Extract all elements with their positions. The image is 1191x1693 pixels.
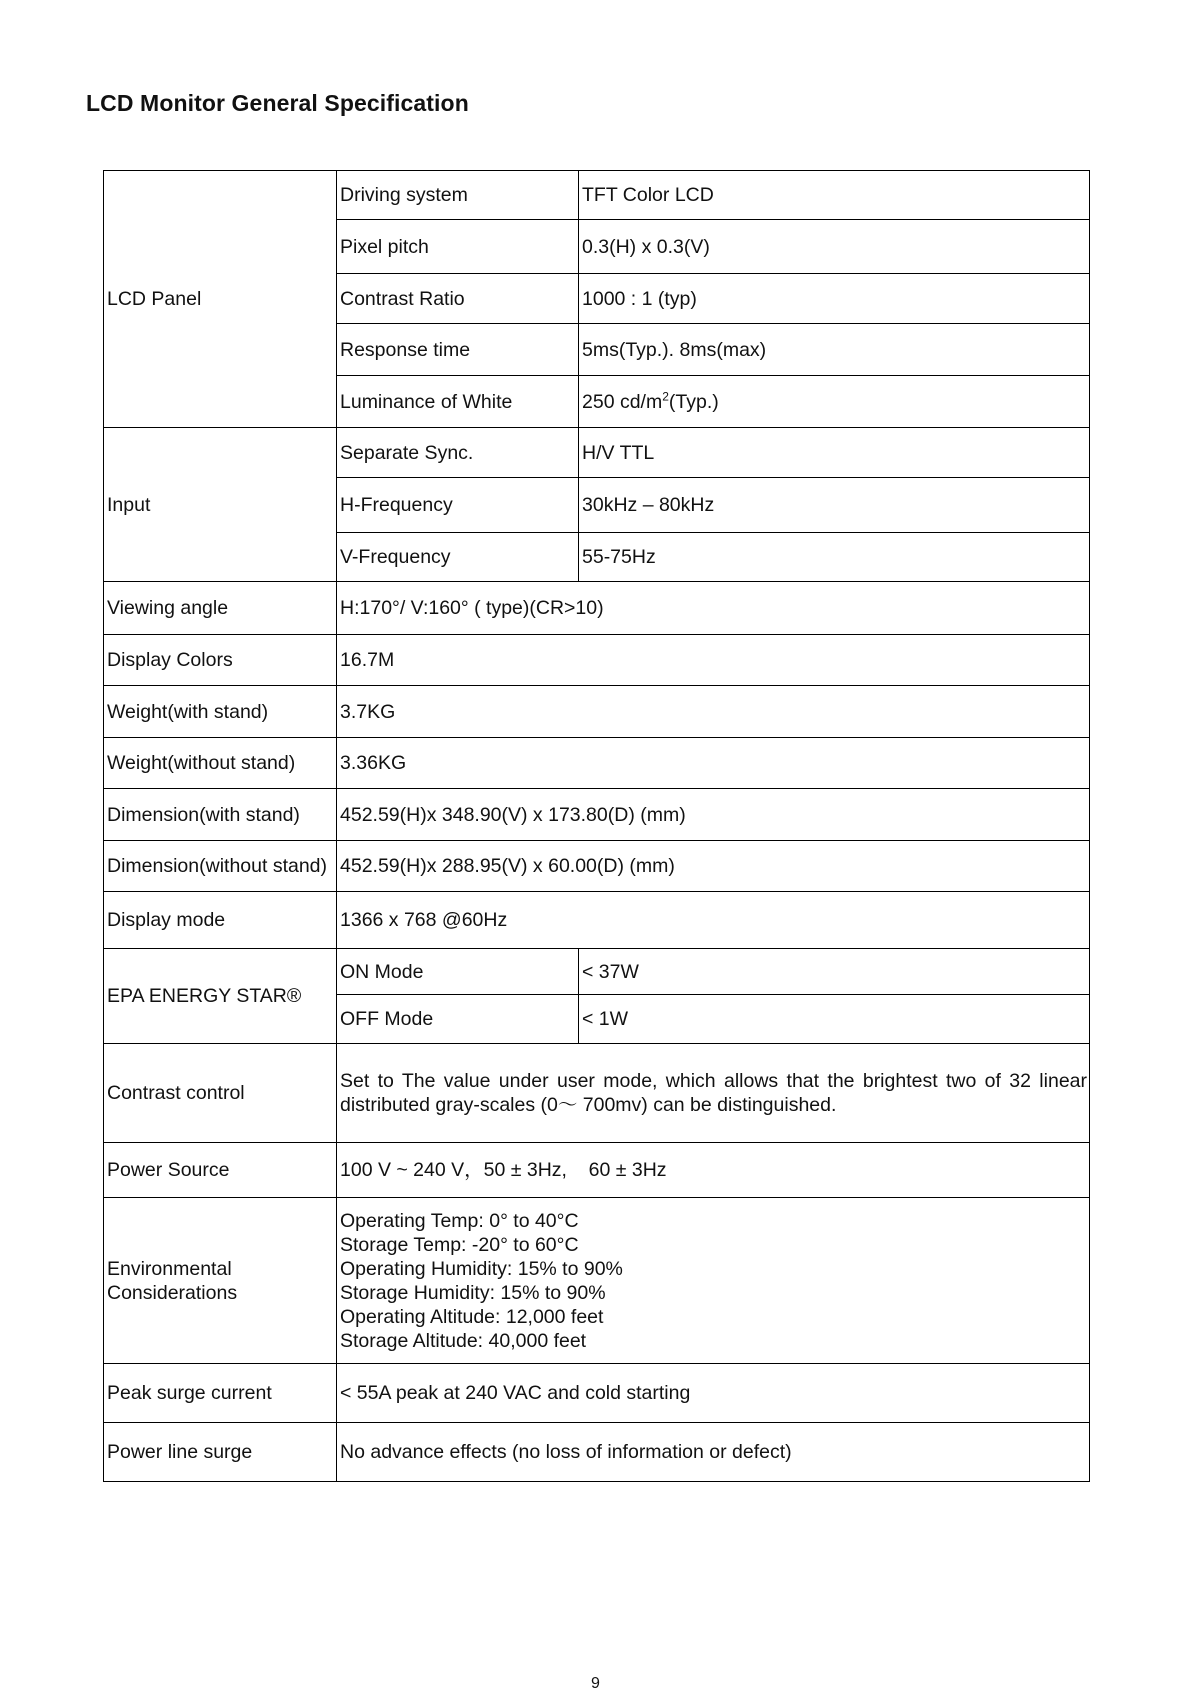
v-frequency-label: V-Frequency xyxy=(337,533,579,582)
contrast-control-label: Contrast control xyxy=(104,1044,337,1143)
table-row xyxy=(104,582,1090,635)
operating-altitude-line: Operating Altitude: 12,000 feet xyxy=(340,1305,604,1328)
input-label: Input xyxy=(104,428,337,582)
display-mode-label: Display mode xyxy=(104,892,337,949)
storage-altitude-line: Storage Altitude: 40,000 feet xyxy=(340,1329,587,1352)
on-mode-value: < 37W xyxy=(579,949,1090,995)
table-row xyxy=(104,789,1090,841)
driving-system-value: TFT Color LCD xyxy=(579,171,1090,220)
environmental-label: Environmental Considerations xyxy=(104,1198,337,1364)
separate-sync-label: Separate Sync. xyxy=(337,428,579,478)
viewing-angle-label: Viewing angle xyxy=(104,582,337,635)
page-number: 9 xyxy=(591,1675,600,1692)
off-mode-value: < 1W xyxy=(579,995,1090,1044)
table-row xyxy=(104,1198,1090,1364)
operating-temp-line: Operating Temp: 0° to 40°C xyxy=(340,1209,579,1232)
weight-without-stand-value: 3.36KG xyxy=(337,738,1090,789)
display-colors-value: 16.7M xyxy=(337,635,1090,686)
pixel-pitch-label: Pixel pitch xyxy=(337,220,579,274)
dimension-with-stand-value: 452.59(H)x 348.90(V) x 173.80(D) (mm) xyxy=(337,789,1090,841)
off-mode-label: OFF Mode xyxy=(337,995,579,1044)
luminance-value: 250 $cd/m^2(Typ.)$ xyxy=(579,376,1090,428)
table-row xyxy=(104,841,1090,892)
weight-with-stand-value: 3.7KG xyxy=(337,686,1090,738)
dimension-with-stand-label: Dimension(with stand) xyxy=(104,789,337,841)
v-frequency-value: 55-75Hz xyxy=(579,533,1090,582)
driving-system-label: Driving system xyxy=(337,171,579,220)
table-row xyxy=(104,171,1090,220)
peak-surge-value: < 55A peak at 240 VAC and cold starting xyxy=(337,1364,1090,1423)
energy-star-label: EPA ENERGY STAR® xyxy=(104,949,337,1044)
h-frequency-label: H-Frequency xyxy=(337,478,579,533)
table-row xyxy=(104,1143,1090,1198)
contrast-ratio-label: Contrast Ratio xyxy=(337,274,579,324)
storage-humidity-line: Storage Humidity: 15% to 90% xyxy=(340,1281,606,1304)
peak-surge-label: Peak surge current xyxy=(104,1364,337,1423)
storage-temp-line: Storage Temp: -20° to 60°C xyxy=(340,1233,579,1256)
display-colors-label: Display Colors xyxy=(104,635,337,686)
dimension-without-stand-value: 452.59(H)x 288.95(V) x 60.00(D) (mm) xyxy=(337,841,1090,892)
table-row xyxy=(104,1423,1090,1482)
luminance-label: Luminance of White xyxy=(337,376,579,428)
spec-table xyxy=(103,170,1090,1482)
table-row xyxy=(104,949,1090,995)
table-row xyxy=(104,1364,1090,1423)
pixel-pitch-value: 0.3(H) x 0.3(V) xyxy=(579,220,1090,274)
table-row xyxy=(104,635,1090,686)
power-source-label: Power Source xyxy=(104,1143,337,1198)
weight-with-stand-label: Weight(with stand) xyxy=(104,686,337,738)
table-row xyxy=(104,1044,1090,1143)
power-source-value: 100 V ~ 240 V，50 ± 3Hz, 60 ± 3Hz xyxy=(337,1143,1090,1198)
response-time-label: Response time xyxy=(337,324,579,376)
table-row xyxy=(104,892,1090,949)
response-time-value: 5ms(Typ.). 8ms(max) xyxy=(579,324,1090,376)
table-row xyxy=(104,686,1090,738)
viewing-angle-value: H:170°/ V:160° ( type)(CR>10) xyxy=(337,582,1090,635)
dimension-without-stand-label: Dimension(without stand) xyxy=(104,841,337,892)
separate-sync-value: H/V TTL xyxy=(579,428,1090,478)
page-title: LCD Monitor General Specification xyxy=(86,90,469,116)
environmental-value xyxy=(337,1198,1090,1364)
weight-without-stand-label: Weight(without stand) xyxy=(104,738,337,789)
operating-humidity-line: Operating Humidity: 15% to 90% xyxy=(340,1257,623,1280)
contrast-control-value: Set to The value under user mode, which allows that the brightest two of 32 linear distributed gray-scales (0～ 700mv) can be distinguished. xyxy=(337,1044,1090,1143)
contrast-ratio-value: 1000 : 1 (typ) xyxy=(579,274,1090,324)
power-line-surge-label: Power line surge xyxy=(104,1423,337,1482)
table-row xyxy=(104,738,1090,789)
power-line-surge-value: No advance effects (no loss of information or defect) xyxy=(337,1423,1090,1482)
h-frequency-value: 30kHz – 80kHz xyxy=(579,478,1090,533)
lcd-panel-label: LCD Panel xyxy=(104,171,337,428)
on-mode-label: ON Mode xyxy=(337,949,579,995)
table-row xyxy=(104,428,1090,478)
display-mode-value: 1366 x 768 @60Hz xyxy=(337,892,1090,949)
